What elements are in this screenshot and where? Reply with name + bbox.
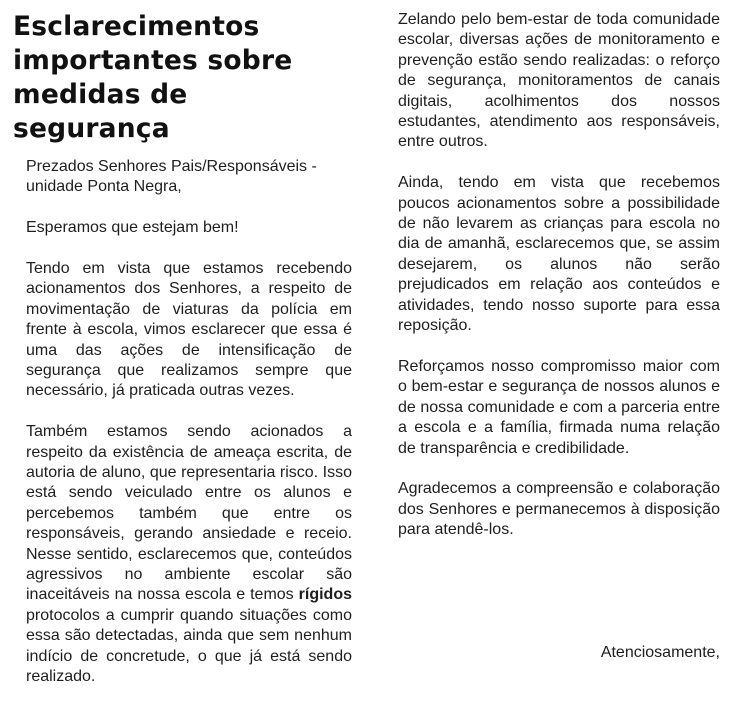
- left-body: [13, 157, 352, 688]
- right-column: [398, 10, 720, 561]
- emphasis-rigid: rígidos: [298, 586, 352, 604]
- document-title: Esclarecimentos importantes sobre medidas de segurança: [13, 11, 293, 144]
- wellwish: Esperamos que estejam bem!: [26, 219, 239, 237]
- greeting: Prezados Senhores Pais/Responsáveis - unidade Ponta Negra,: [26, 158, 317, 196]
- paragraph-thanks: Agradecemos a compreensão e colaboração dos Senhores e permanecemos à disposição para atendê-los.: [398, 480, 720, 539]
- paragraph-safety-actions: Zelando pelo bem-estar de toda comunidade escolar, diversas ações de monitoramento e prevenção estão sendo realizadas: o reforço de segurança, monitoramentos de canais digitais, acolhimentos dos nossos estudantes, atendimento aos responsáveis, entre outros.: [398, 11, 720, 151]
- paragraph-threat-clarification: [26, 422, 352, 687]
- paragraph-absence-policy: Ainda, tendo em vista que recebemos poucos acionamentos sobre a possibilidade de não levarem as crianças para escola no dia de amanhã, esclarecemos que, se assim desejarem, os alunos não serão prejudicados em relação aos conteúdos e atividades, tendo nosso suporte para essa reposição.: [398, 174, 720, 335]
- paragraph-commitment: Reforçamos nosso compromisso maior com o bem-estar e segurança de nossos alunos e de nossa comunidade e com a parceria entre a escola e a família, firmada numa relação de transparência e credibilidade.: [398, 357, 720, 457]
- left-column: [13, 10, 352, 708]
- paragraph-threat-part1: Também estamos sendo acionados a respeito da existência de ameaça escrita, de autoria de aluno, que representaria risco. Isso está sendo veiculado entre os alunos e percebemos também que entre os responsáveis, gerando ansiedade e receio. Nesse sentido, esclarecemos que, conteúdos agressivos no ambiente escolar são inaceitáveis na nossa escola e temos: [26, 423, 352, 604]
- signoff: Atenciosamente,: [600, 644, 720, 661]
- paragraph-police-vehicles: Tendo em vista que estamos recebendo acionamentos dos Senhores, a respeito de movimentação de viaturas da polícia em frente à escola, vimos esclarecer que essa é uma das ações de intensificação de segurança que realizamos sempre que necessário, já praticada outras vezes.: [26, 260, 352, 400]
- paragraph-threat-part2: protocolos a cumprir quando situações como essa são detectadas, ainda que sem nenhum indício de concretude, o que já está sendo realizado.: [26, 606, 352, 686]
